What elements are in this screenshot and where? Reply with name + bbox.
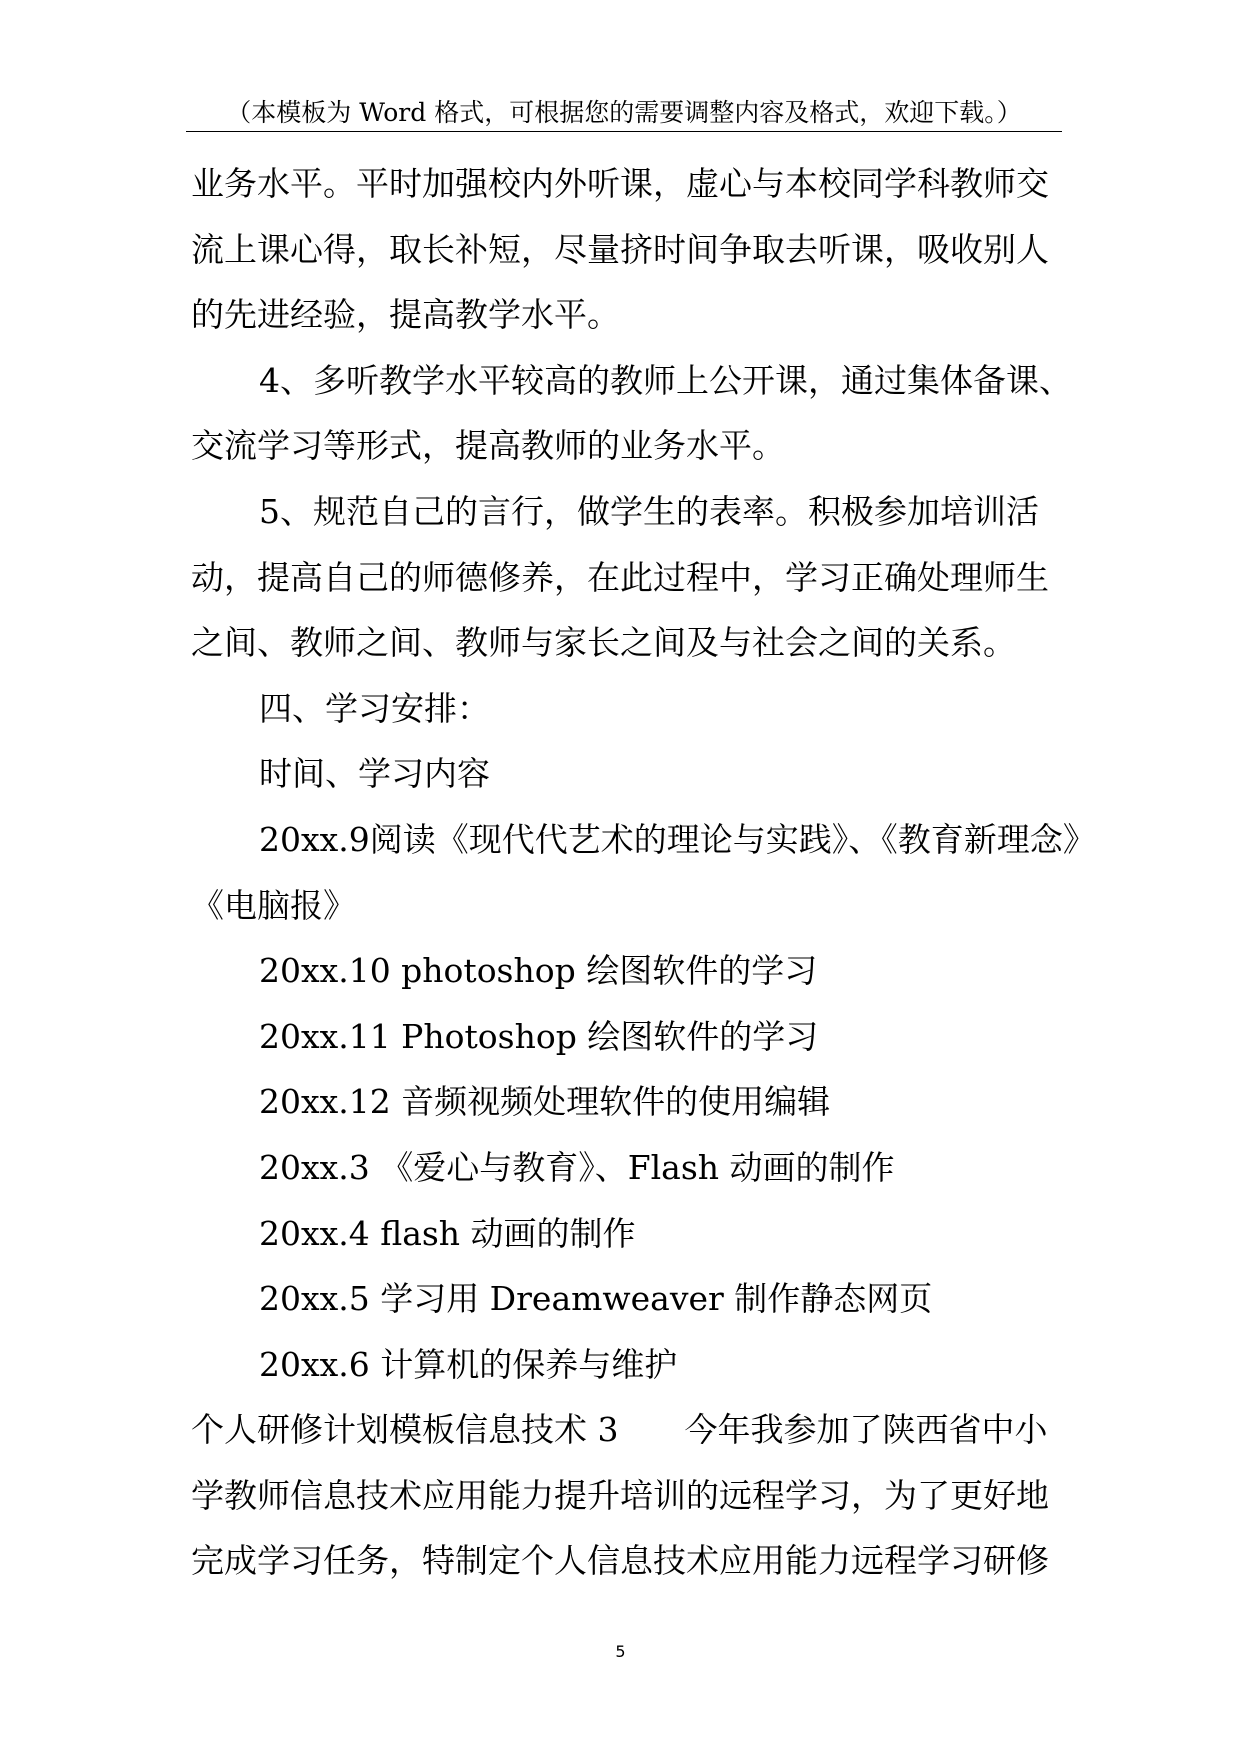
schedule-item: 20xx.10 photoshop 绘图软件的学习 (259, 951, 818, 991)
body-line: 业务水平。平时加强校内外听课，虚心与本校同学科教师交 (191, 164, 1049, 203)
document-body (191, 151, 1191, 1594)
body-line: 个人研修计划模板信息技术 3 今年我参加了陕西省中小 (191, 1410, 1048, 1450)
schedule-item: 20xx.12 音频视频处理软件的使用编辑 (259, 1082, 831, 1122)
page-header-note: （本模板为 Word 格式，可根据您的需要调整内容及格式，欢迎下载。） (226, 98, 1022, 127)
schedule-item: 20xx.9阅读《现代代艺术的理论与实践》、《教育新理念》 (259, 819, 1096, 859)
schedule-item: 20xx.3 《爱心与教育》、Flash 动画的制作 (259, 1147, 895, 1187)
schedule-item: 20xx.11 Photoshop 绘图软件的学习 (259, 1016, 819, 1056)
header-divider (186, 131, 1062, 132)
body-line: 交流学习等形式，提高教师的业务水平。 (191, 426, 785, 466)
body-line: 完成学习任务，特制定个人信息技术应用能力远程学习研修 (191, 1541, 1049, 1581)
body-line: 4、多听教学水平较高的教师上公开课，通过集体备课、 (259, 360, 1072, 400)
body-line: 动，提高自己的师德修养，在此过程中，学习正确处理师生 (191, 557, 1049, 597)
schedule-header: 时间、学习内容 (259, 754, 490, 794)
body-line: 流上课心得，取长补短，尽量挤时间争取去听课，吸收别人 (191, 229, 1049, 269)
section-heading: 四、学习安排： (259, 688, 490, 728)
schedule-item-continuation: 《电脑报》 (191, 885, 356, 925)
body-line: 的先进经验，提高教学水平。 (191, 295, 620, 335)
page-number: 5 (615, 1642, 626, 1661)
body-line: 学教师信息技术应用能力提升培训的远程学习，为了更好地 (191, 1475, 1049, 1515)
body-line: 之间、教师之间、教师与家长之间及与社会之间的关系。 (191, 623, 1016, 663)
schedule-item: 20xx.5 学习用 Dreamweaver 制作静态网页 (259, 1279, 933, 1319)
body-line: 5、规范自己的言行，做学生的表率。积极参加培训活 (259, 491, 1039, 531)
schedule-item: 20xx.4 flash 动画的制作 (259, 1213, 636, 1253)
schedule-item: 20xx.6 计算机的保养与维护 (259, 1344, 678, 1384)
